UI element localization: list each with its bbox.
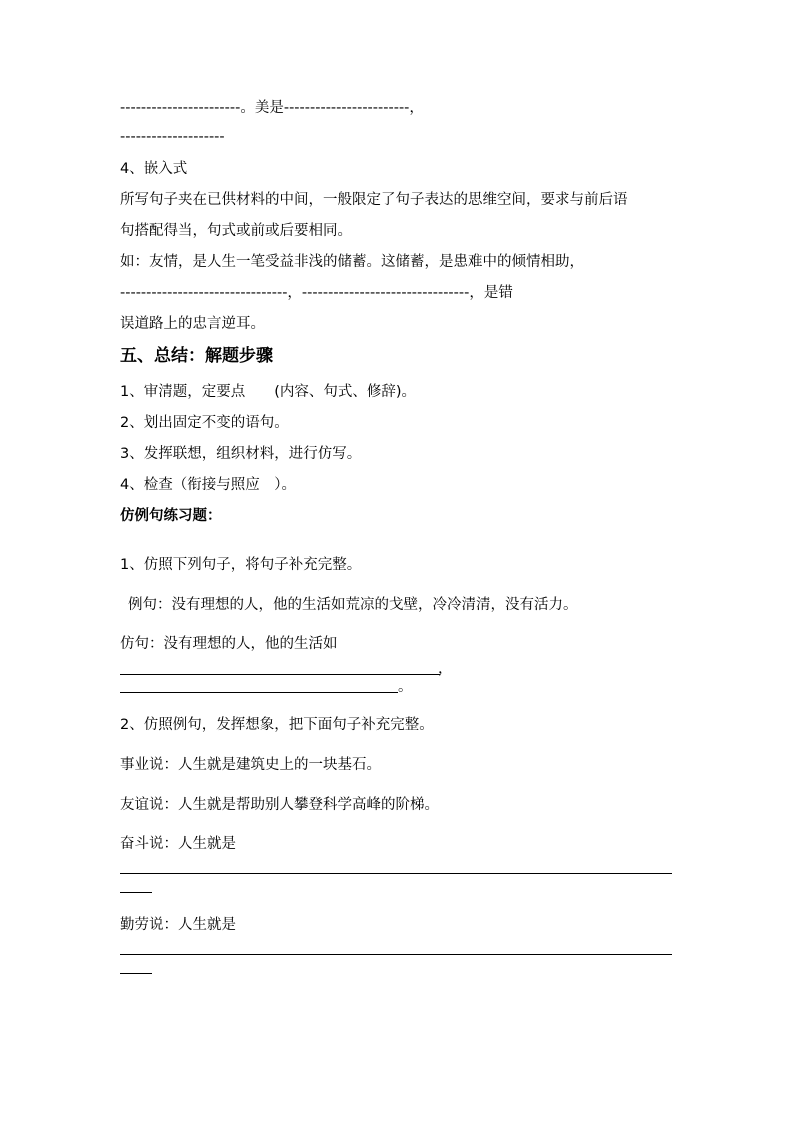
answer-underline-struggle-end <box>120 892 152 893</box>
step-item-1: 1、审清题，定要点 (内容、句式、修辞)。 <box>120 384 417 400</box>
exercise-1-prompt: 1、仿照下列句子，将句子补充完整。 <box>120 557 362 573</box>
answer-blank-line: -------------------- <box>120 129 225 145</box>
answer-underline-diligence-end <box>120 973 152 974</box>
exercise-1-imitation: 仿句：没有理想的人，他的生活如 <box>120 636 338 652</box>
example-line: 如：友情，是人生一笔受益非浅的储蓄。这储蓄，是患难中的倾情相助， <box>120 254 584 270</box>
answer-underline-struggle <box>120 873 672 874</box>
section-title-embedded: 4、嵌入式 <box>120 161 188 177</box>
step-item-4: 4、检查（衔接与照应 ）。 <box>120 477 296 493</box>
paragraph-line: 所写句子夹在已供材料的中间，一般限定了句子表达的思维空间，要求与前后语 <box>120 192 628 208</box>
example-line: 误道路上的忠言逆耳。 <box>120 316 265 332</box>
answer-underline-diligence <box>120 954 672 955</box>
prompt-diligence: 勤劳说：人生就是 <box>120 917 236 933</box>
period-mark: 。 <box>398 679 413 695</box>
paragraph-line: 句搭配得当，句式或前或后要相同。 <box>120 223 352 239</box>
step-item-2: 2、划出固定不变的语句。 <box>120 415 289 431</box>
answer-underline-2 <box>120 692 398 693</box>
comma-mark: ， <box>438 661 453 677</box>
step-item-3: 3、发挥联想，组织材料，进行仿写。 <box>120 446 362 462</box>
example-career: 事业说：人生就是建筑史上的一块基石。 <box>120 757 381 773</box>
exercise-1-example: 例句：没有理想的人，他的生活如荒凉的戈壁，冷冷清清，没有活力。 <box>128 597 578 613</box>
example-friendship: 友谊说：人生就是帮助别人攀登科学高峰的阶梯。 <box>120 797 439 813</box>
answer-underline-1 <box>120 674 440 675</box>
exercise-2-prompt: 2、仿照例句，发挥想象，把下面句子补充完整。 <box>120 717 434 733</box>
exercise-heading: 仿例句练习题： <box>120 508 222 524</box>
section-heading-summary: 五、总结：解题步骤 <box>120 346 273 366</box>
prompt-struggle: 奋斗说：人生就是 <box>120 836 236 852</box>
answer-blank-line-beauty: -----------------------。美是------------------------， <box>120 100 424 116</box>
answer-blank-line: --------------------------------，--------------------------------，是错 <box>120 285 513 301</box>
